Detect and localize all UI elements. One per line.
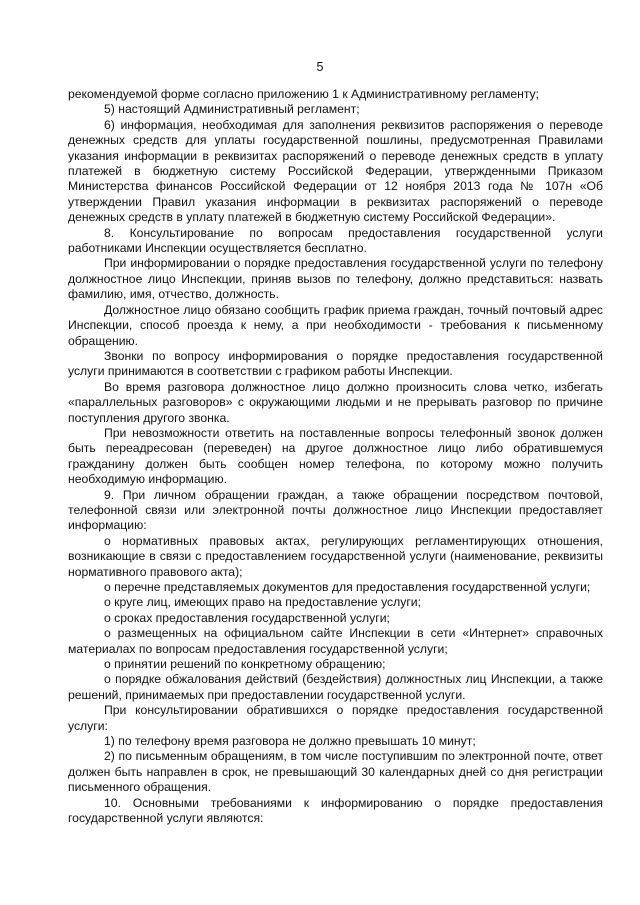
paragraph-list-website: о размещенных на официальном сайте Инспекции в сети «Интернет» справочных материалах по вопросам предоставления государственной услуги; (68, 626, 603, 656)
paragraph-conversation-rules: Во время разговора должностное лицо должно произносить слова четко, избегать «параллельных разговоров» с окружающими людьми и не прерывать разговор по причине поступления другого звонка. (68, 379, 603, 425)
paragraph-item-5: 5) настоящий Административный регламент; (104, 102, 360, 117)
document-body (68, 87, 603, 827)
paragraph-section-10: 10. Основными требованиями к информированию о порядке предоставления государственной услуги являются: (68, 795, 603, 826)
paragraph-section-9: 9. При личном обращении граждан, а также обращении посредством почтовой, телефонной связи или электронной почты должностное лицо Инспекции предоставляет информацию: (68, 487, 603, 533)
paragraph-consult-written: 2) по письменным обращениям, в том числе поступившим по электронной почте, ответ должен быть направлен в срок, не превышающий 30 календарных дней со дня регистрации письменного обращения. (68, 749, 603, 795)
paragraph-item-6: 6) информация, необходимая для заполнения реквизитов распоряжения о переводе денежных средств для уплаты государственной пошлины, предусмотренная Правилами указания информации в реквизитах распоряжений о переводе денежных средств в уплату платежей в бюджетную систему Российской Федерации, утвержденными Приказом Министерства финансов Российской Федерации от 12 ноября 2013 года № 107н «Об утверждении Правил указания информации в реквизитах распоряжений о переводе денежных средств в уплату платежей в бюджетную систему Российской Федерации». (68, 117, 603, 225)
paragraph-list-persons: о круге лиц, имеющих право на предоставление услуги; (104, 595, 421, 610)
paragraph-list-legal-acts: о нормативных правовых актах, регулирующих регламентирующих отношения, возникающие в связи с предоставлением государственной услуги (наименование, реквизиты нормативного правового акта); (68, 533, 603, 579)
paragraph-redirect-call: При невозможности ответить на поставленные вопросы телефонный звонок должен быть переадресован (переведен) на другое должностное лицо либо обратившемуся гражданину должен быть сообщен номер телефона, по которому можно получить необходимую информацию. (68, 425, 603, 487)
paragraph-calls-schedule: Звонки по вопросу информирования о порядке предоставления государственной услуги принимаются в соответствии с графиком работы Инспекции. (68, 348, 603, 379)
paragraph-list-appeal: о порядке обжалования действий (бездействия) должностных лиц Инспекции, а также решений, принимаемых при предоставлении государственной услуги. (68, 672, 603, 702)
paragraph-list-terms: о сроках предоставления государственной услуги; (104, 610, 390, 625)
page-number: 5 (316, 60, 324, 74)
paragraph-continuation: рекомендуемой форме согласно приложению 1 к Административному регламенту; (68, 87, 540, 101)
paragraph-list-documents: о перечне представляемых документов для предоставления государственной услуги; (104, 580, 591, 594)
paragraph-phone-info: При информировании о порядке предоставления государственной услуги по телефону должностное лицо Инспекции, приняв вызов по телефону, должно представиться: назвать фамилию, имя, отчество, должность. (68, 256, 603, 302)
paragraph-consult-phone: 1) по телефону время разговора не должно превышать 10 минут; (104, 734, 476, 749)
paragraph-list-decisions: о принятии решений по конкретному обращению; (104, 657, 386, 672)
paragraph-official-duty: Должностное лицо обязано сообщить график приема граждан, точный почтовый адрес Инспекции, способ проезда к нему, а при необходимости - требования к письменному обращению. (68, 302, 603, 348)
paragraph-section-8: 8. Консультирование по вопросам предоставления государственной услуги работниками Инспекции осуществляется бесплатно. (68, 225, 603, 256)
paragraph-consulting: При консультировании обратившихся о порядке предоставления государственной услуги: (68, 703, 603, 733)
